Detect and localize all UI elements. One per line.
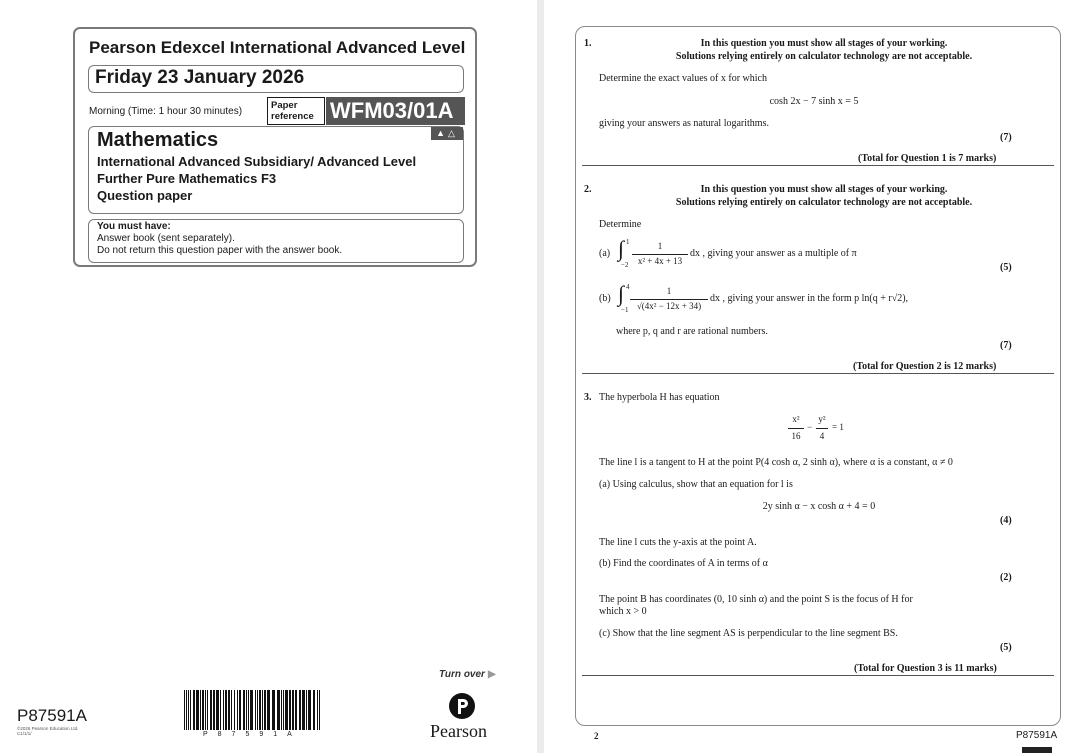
fraction-bar (788, 428, 804, 429)
q3-rhs: = 1 (832, 422, 844, 432)
q3c-marks: (5) (1000, 642, 1012, 653)
q1-prompt: Determine the exact values of x for which (599, 73, 767, 84)
pearson-logo-icon (449, 693, 475, 719)
q2a-upper-limit: 1 (626, 238, 630, 246)
q3-minus: − (807, 422, 813, 432)
integral-sign: ∫ (618, 236, 625, 261)
subject-title: Mathematics (97, 129, 219, 151)
q1-equation: cosh 2x − 7 sinh x = 5 (769, 96, 859, 107)
q3a-text: (a) Using calculus, show that an equation for l is (599, 479, 793, 490)
q3a-marks: (4) (1000, 515, 1012, 526)
must-have-line: Answer book (sent separately). (97, 233, 235, 244)
q3-intro: The hyperbola H has equation (599, 392, 720, 403)
q1-total: (Total for Question 1 is 7 marks) (858, 153, 997, 164)
barcode (184, 690, 322, 730)
q3-frac2-den: 4 (819, 431, 825, 441)
q2a-numerator: 1 (657, 241, 663, 251)
q2b-text: dx , giving your answer in the form p ln(q + r√2), (710, 293, 909, 304)
triangle-icon: ▲△ (431, 127, 463, 140)
q2-instruction: Solutions relying entirely on calculator technology are not acceptable. (675, 197, 973, 208)
q3-frac2-num: y² (818, 414, 826, 424)
subject-unit: Further Pure Mathematics F3 (97, 171, 277, 186)
barcode-digits: P87591A (203, 731, 302, 738)
subject-level: International Advanced Subsidiary/ Advanced Level (97, 154, 417, 169)
page-number: 2 (594, 731, 599, 741)
fraction-bar (630, 299, 708, 300)
copyright: ©2026 Pearson Education Ltd. C1/1/1/ (17, 726, 79, 736)
subject-box (88, 126, 464, 214)
q1-instruction: In this question you must show all stages of your working. (700, 38, 948, 49)
q3a-equation: 2y sinh α − x cosh α + 4 = 0 (762, 501, 876, 512)
q2b-label: (b) (599, 293, 611, 304)
q2-prompt: Determine (599, 219, 642, 230)
q2a-text: dx , giving your answer as a multiple of π (690, 248, 857, 259)
q2b-lower-limit: −1 (621, 306, 629, 314)
must-have-box (88, 219, 464, 263)
q2b-where: where p, q and r are rational numbers. (616, 326, 768, 337)
publisher-wordmark: Pearson (430, 721, 487, 741)
paper-reference-label: Paper reference (267, 97, 325, 125)
footer-paper-code: P87591A (1016, 730, 1058, 741)
q2b-upper-limit: 4 (626, 283, 630, 291)
q1-number: 1. (584, 38, 592, 49)
q2a-denominator: x² + 4x + 13 (637, 256, 683, 266)
corner-mark (1022, 747, 1052, 753)
exam-date: Friday 23 January 2026 (88, 65, 464, 93)
q2b-numerator: 1 (666, 286, 672, 296)
integral-sign: ∫ (618, 281, 625, 306)
separator (582, 675, 1054, 676)
q3-point-b: which x > 0 (599, 606, 647, 617)
q2a-marks: (5) (1000, 262, 1012, 273)
q2b-denominator: √(4x² − 12x + 34) (636, 301, 702, 311)
turn-over: Turn over ▶ (439, 669, 496, 680)
q3b-text: (b) Find the coordinates of A in terms of α (599, 558, 768, 569)
q2-number: 2. (584, 184, 592, 195)
q3-cuts: The line l cuts the y-axis at the point A. (599, 537, 757, 548)
q1-marks: (7) (1000, 132, 1012, 143)
play-arrow-icon: ▶ (487, 669, 496, 680)
paper-reference-code: WFM03/01A (326, 97, 465, 125)
q1-instruction: Solutions relying entirely on calculator technology are not acceptable. (675, 51, 973, 62)
exam-session: Morning (Time: 1 hour 30 minutes) (89, 106, 243, 117)
q3b-marks: (2) (1000, 572, 1012, 583)
subject-doc-type: Question paper (97, 188, 193, 203)
q1-tail: giving your answers as natural logarithms. (599, 118, 769, 129)
must-have-line: Do not return this question paper with the answer book. (97, 245, 343, 256)
separator (582, 373, 1054, 374)
cover-info-box (73, 27, 477, 267)
q2-instruction: In this question you must show all stages of your working. (700, 184, 948, 195)
separator (582, 165, 1054, 166)
q3-point-b: The point B has coordinates (0, 10 sinh α) and the point S is the focus of H for (599, 594, 913, 605)
fraction-bar (632, 254, 688, 255)
q3-number: 3. (584, 392, 592, 403)
q2a-lower-limit: −2 (621, 261, 629, 269)
q2a-label: (a) (599, 248, 611, 259)
q3-total: (Total for Question 3 is 11 marks) (854, 663, 997, 674)
q3-frac1-den: 16 (791, 431, 801, 441)
question-frame (575, 26, 1061, 726)
q2-total: (Total for Question 2 is 12 marks) (853, 361, 997, 372)
board-title: Pearson Edexcel International Advanced Level (89, 38, 466, 57)
q2b-marks: (7) (1000, 340, 1012, 351)
question-page (544, 0, 1080, 753)
cover-page (0, 0, 537, 753)
fraction-bar (816, 428, 828, 429)
q3c-text: (c) Show that the line segment AS is perpendicular to the line segment BS. (599, 628, 898, 639)
q3-frac1-num: x² (792, 414, 800, 424)
q3-tangent: The line l is a tangent to H at the point P(4 cosh α, 2 sinh α), where α is a constant, α ≠ 0 (599, 457, 953, 468)
paper-code: P87591A (17, 706, 87, 725)
must-have-heading: You must have: (97, 221, 171, 232)
